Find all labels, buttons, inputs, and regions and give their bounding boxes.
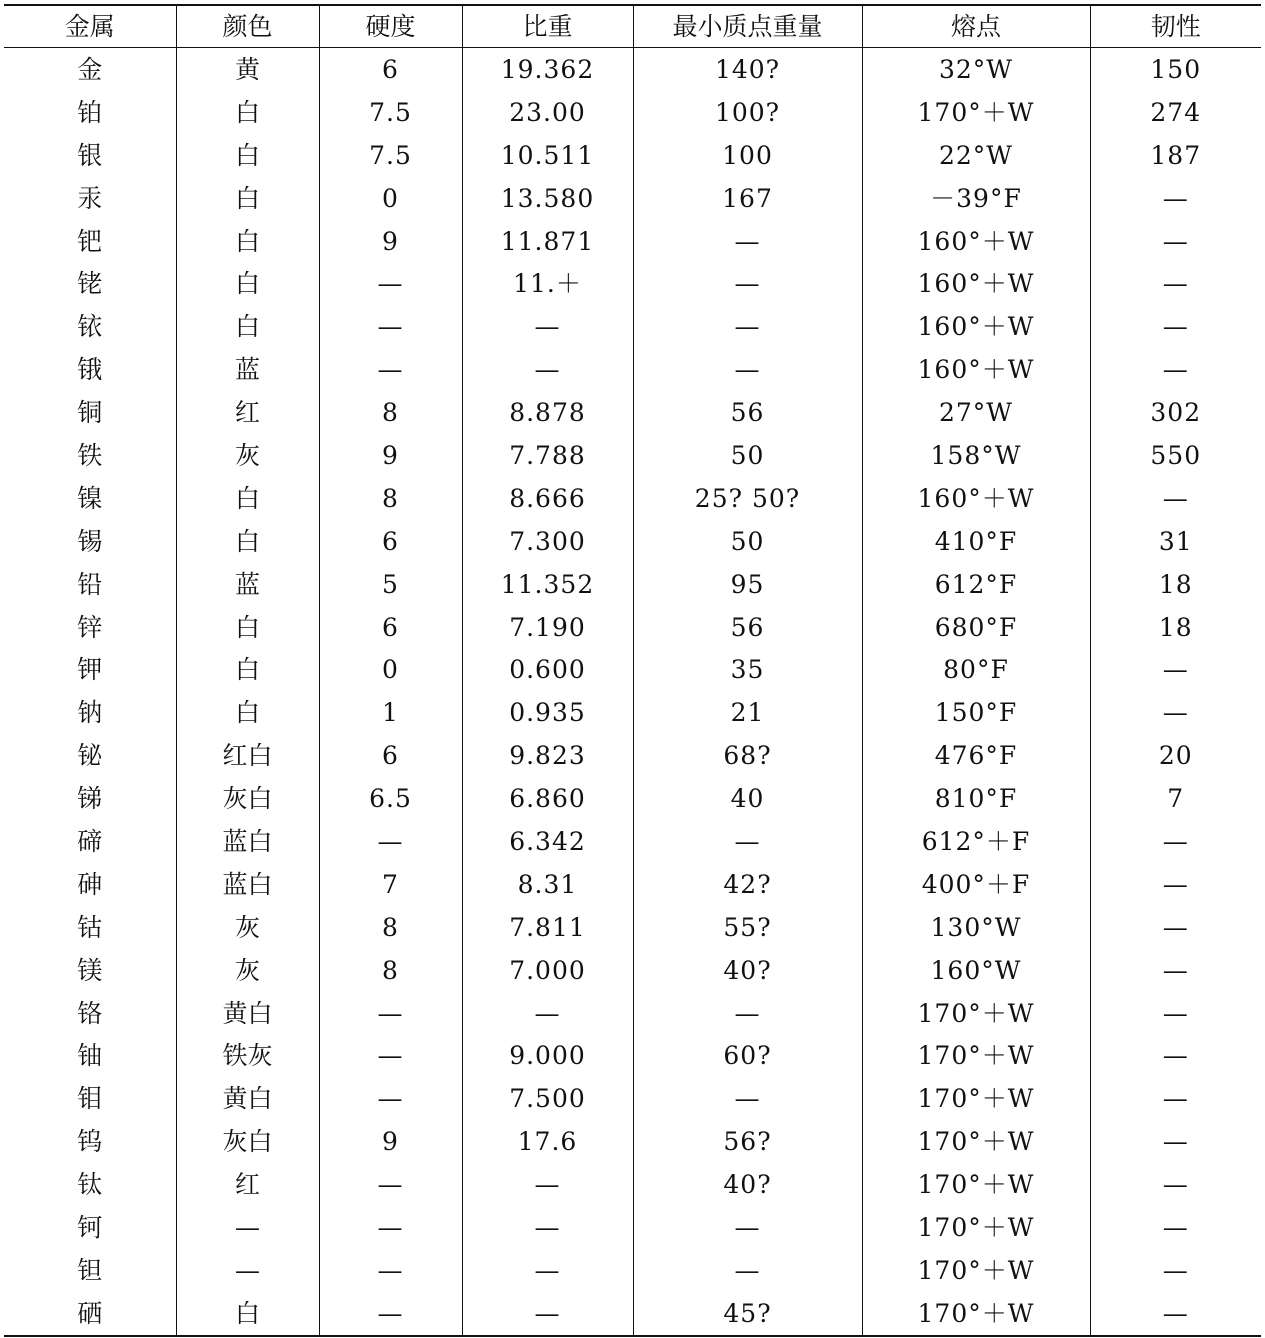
cell-metal: 锇 — [77, 355, 103, 385]
cell-specific-gravity: 6.342 — [462, 820, 633, 863]
cell-melting-point: 170°＋W — [862, 1077, 1090, 1120]
cell-color: 蓝 — [176, 348, 319, 391]
table-row — [4, 777, 1261, 820]
cell-melting-point: 612°＋F — [862, 820, 1090, 863]
table-row — [4, 563, 1261, 606]
cell-hardness: 7.5 — [319, 134, 462, 177]
cell-tenacity: 274 — [1090, 91, 1261, 134]
cell-metal: 砷 — [77, 869, 103, 899]
cell-metal: 钼 — [77, 1084, 103, 1114]
cell-specific-gravity: 7.811 — [462, 906, 633, 949]
cell-color: 白 — [176, 1292, 319, 1336]
cell-metal: 锡 — [77, 526, 103, 556]
cell-tenacity: — — [1090, 992, 1261, 1035]
cell-tenacity: 20 — [1090, 734, 1261, 777]
cell-specific-gravity: 0.600 — [462, 648, 633, 691]
cell-tenacity: — — [1090, 262, 1261, 305]
cell-hardness: 9 — [319, 220, 462, 263]
cell-hardness: 6 — [319, 734, 462, 777]
table-row — [4, 1077, 1261, 1120]
table-row — [4, 1249, 1261, 1292]
cell-color: 白 — [176, 520, 319, 563]
table-row — [4, 262, 1261, 305]
table-row — [4, 820, 1261, 863]
cell-tenacity: — — [1090, 906, 1261, 949]
cell-hardness: 6 — [319, 520, 462, 563]
cell-melting-point: 170°＋W — [862, 1163, 1090, 1206]
cell-specific-gravity: 7.000 — [462, 949, 633, 992]
cell-tenacity: 18 — [1090, 606, 1261, 649]
cell-specific-gravity: — — [462, 1163, 633, 1206]
cell-min-particle-weight: — — [633, 1249, 862, 1292]
cell-min-particle-weight: 60? — [633, 1034, 862, 1077]
cell-melting-point: 170°＋W — [862, 1206, 1090, 1249]
cell-melting-point: 27°W — [862, 391, 1090, 434]
cell-tenacity: 550 — [1090, 434, 1261, 477]
cell-specific-gravity: 17.6 — [462, 1120, 633, 1163]
cell-hardness: — — [319, 820, 462, 863]
cell-tenacity: — — [1090, 1206, 1261, 1249]
cell-tenacity: 187 — [1090, 134, 1261, 177]
cell-min-particle-weight: 100 — [633, 134, 862, 177]
cell-color: 白 — [176, 134, 319, 177]
cell-color: 红白 — [176, 734, 319, 777]
cell-color: 白 — [176, 91, 319, 134]
cell-metal: 锑 — [77, 784, 103, 814]
cell-specific-gravity: 7.190 — [462, 606, 633, 649]
cell-specific-gravity: — — [462, 305, 633, 348]
cell-specific-gravity: — — [462, 1292, 633, 1336]
cell-specific-gravity: 7.788 — [462, 434, 633, 477]
cell-melting-point: 160°＋W — [862, 220, 1090, 263]
cell-hardness: — — [319, 1163, 462, 1206]
table-row — [4, 1206, 1261, 1249]
cell-hardness: 6 — [319, 48, 462, 91]
cell-melting-point: 80°F — [862, 648, 1090, 691]
table-row — [4, 949, 1261, 992]
table-row — [4, 1292, 1261, 1336]
cell-tenacity: — — [1090, 220, 1261, 263]
cell-tenacity: — — [1090, 820, 1261, 863]
cell-color: 白 — [176, 606, 319, 649]
cell-specific-gravity: 7.500 — [462, 1077, 633, 1120]
cell-metal: 钽 — [77, 1255, 103, 1285]
cell-hardness: 5 — [319, 563, 462, 606]
table-row — [4, 648, 1261, 691]
cell-melting-point: 170°＋W — [862, 1034, 1090, 1077]
cell-color: 铁灰 — [176, 1034, 319, 1077]
table-row — [4, 177, 1261, 220]
cell-hardness: 0 — [319, 648, 462, 691]
cell-metal: 锌 — [77, 612, 103, 642]
cell-melting-point: －39°F — [862, 177, 1090, 220]
cell-melting-point: 160°＋W — [862, 305, 1090, 348]
cell-color: 白 — [176, 220, 319, 263]
cell-hardness: 9 — [319, 434, 462, 477]
table-header — [4, 5, 1261, 48]
cell-metal: 铀 — [77, 1041, 103, 1071]
cell-melting-point: 170°＋W — [862, 992, 1090, 1035]
cell-color: 白 — [176, 177, 319, 220]
cell-tenacity: — — [1090, 1292, 1261, 1336]
cell-specific-gravity: 8.878 — [462, 391, 633, 434]
cell-tenacity: — — [1090, 691, 1261, 734]
header-tenacity: 韧性 — [1090, 5, 1261, 48]
cell-metal: 铱 — [77, 312, 103, 342]
cell-specific-gravity: 11.＋ — [462, 262, 633, 305]
cell-min-particle-weight: 50 — [633, 520, 862, 563]
cell-hardness: — — [319, 305, 462, 348]
cell-min-particle-weight: 167 — [633, 177, 862, 220]
cell-min-particle-weight: 25? 50? — [633, 477, 862, 520]
cell-min-particle-weight: 42? — [633, 863, 862, 906]
cell-hardness: 6 — [319, 606, 462, 649]
table-row — [4, 1120, 1261, 1163]
cell-tenacity: 150 — [1090, 48, 1261, 91]
cell-specific-gravity: 19.362 — [462, 48, 633, 91]
cell-min-particle-weight: 21 — [633, 691, 862, 734]
cell-hardness: — — [319, 1292, 462, 1336]
cell-melting-point: 410°F — [862, 520, 1090, 563]
cell-metal: 钛 — [77, 1170, 103, 1200]
cell-hardness: — — [319, 262, 462, 305]
cell-metal: 汞 — [77, 183, 103, 213]
cell-tenacity: — — [1090, 1249, 1261, 1292]
cell-color: — — [176, 1206, 319, 1249]
cell-color: 灰 — [176, 434, 319, 477]
cell-specific-gravity: 0.935 — [462, 691, 633, 734]
table-row — [4, 863, 1261, 906]
table-row — [4, 48, 1261, 91]
header-melting-point: 熔点 — [862, 5, 1090, 48]
table-row — [4, 391, 1261, 434]
table-row — [4, 134, 1261, 177]
table-row — [4, 992, 1261, 1035]
cell-min-particle-weight: 68? — [633, 734, 862, 777]
cell-tenacity: — — [1090, 477, 1261, 520]
cell-min-particle-weight: — — [633, 1206, 862, 1249]
cell-min-particle-weight: 56 — [633, 391, 862, 434]
cell-specific-gravity: — — [462, 348, 633, 391]
cell-metal: 钴 — [77, 912, 103, 942]
cell-metal: 铑 — [77, 269, 103, 299]
cell-specific-gravity: 8.666 — [462, 477, 633, 520]
table-row — [4, 906, 1261, 949]
header-row — [4, 5, 1261, 48]
cell-min-particle-weight: — — [633, 220, 862, 263]
cell-metal: 钨 — [77, 1127, 103, 1157]
cell-color: 白 — [176, 262, 319, 305]
cell-hardness: 8 — [319, 906, 462, 949]
cell-tenacity: 31 — [1090, 520, 1261, 563]
cell-specific-gravity: — — [462, 1206, 633, 1249]
cell-color: — — [176, 1249, 319, 1292]
cell-min-particle-weight: 40? — [633, 949, 862, 992]
cell-tenacity: — — [1090, 1163, 1261, 1206]
table-row — [4, 477, 1261, 520]
cell-specific-gravity: 8.31 — [462, 863, 633, 906]
table-row — [4, 606, 1261, 649]
cell-color: 白 — [176, 691, 319, 734]
cell-color: 灰白 — [176, 777, 319, 820]
cell-hardness: — — [319, 1034, 462, 1077]
cell-melting-point: 612°F — [862, 563, 1090, 606]
cell-melting-point: 130°W — [862, 906, 1090, 949]
table-row — [4, 434, 1261, 477]
table-row — [4, 1034, 1261, 1077]
cell-color: 黄 — [176, 48, 319, 91]
header-min-particle-weight: 最小质点重量 — [633, 5, 862, 48]
cell-metal: 钾 — [77, 655, 103, 685]
table-row — [4, 691, 1261, 734]
cell-hardness: 9 — [319, 1120, 462, 1163]
table-row — [4, 348, 1261, 391]
cell-color: 白 — [176, 477, 319, 520]
cell-tenacity: 302 — [1090, 391, 1261, 434]
cell-metal: 钯 — [77, 226, 103, 256]
cell-melting-point: 170°＋W — [862, 1292, 1090, 1336]
cell-specific-gravity: 11.871 — [462, 220, 633, 263]
cell-metal: 钠 — [77, 698, 103, 728]
cell-color: 灰白 — [176, 1120, 319, 1163]
cell-min-particle-weight: 35 — [633, 648, 862, 691]
table-row — [4, 520, 1261, 563]
header-metal: 金属 — [4, 5, 176, 48]
cell-color: 蓝白 — [176, 863, 319, 906]
cell-hardness: — — [319, 1206, 462, 1249]
cell-color: 蓝白 — [176, 820, 319, 863]
cell-specific-gravity: 9.823 — [462, 734, 633, 777]
metals-properties-table — [4, 4, 1261, 1337]
cell-metal: 碲 — [77, 826, 103, 856]
cell-specific-gravity: 13.580 — [462, 177, 633, 220]
cell-tenacity: — — [1090, 1120, 1261, 1163]
cell-color: 白 — [176, 648, 319, 691]
cell-hardness: 7 — [319, 863, 462, 906]
cell-min-particle-weight: — — [633, 305, 862, 348]
cell-tenacity: — — [1090, 305, 1261, 348]
cell-metal: 硒 — [77, 1298, 103, 1328]
cell-specific-gravity: 11.352 — [462, 563, 633, 606]
header-color: 颜色 — [176, 5, 319, 48]
cell-min-particle-weight: 45? — [633, 1292, 862, 1336]
cell-tenacity: — — [1090, 648, 1261, 691]
cell-hardness: 8 — [319, 477, 462, 520]
cell-melting-point: 476°F — [862, 734, 1090, 777]
cell-melting-point: 160°＋W — [862, 348, 1090, 391]
cell-melting-point: 680°F — [862, 606, 1090, 649]
cell-metal: 铋 — [77, 741, 103, 771]
cell-melting-point: 810°F — [862, 777, 1090, 820]
cell-specific-gravity: 7.300 — [462, 520, 633, 563]
cell-color: 蓝 — [176, 563, 319, 606]
table-row — [4, 91, 1261, 134]
cell-min-particle-weight: 50 — [633, 434, 862, 477]
cell-hardness: — — [319, 1077, 462, 1120]
cell-melting-point: 150°F — [862, 691, 1090, 734]
cell-tenacity: 18 — [1090, 563, 1261, 606]
cell-hardness: 1 — [319, 691, 462, 734]
table-body — [4, 48, 1261, 1336]
cell-metal: 铂 — [77, 97, 103, 127]
header-hardness: 硬度 — [319, 5, 462, 48]
cell-melting-point: 170°＋W — [862, 91, 1090, 134]
cell-hardness: 0 — [319, 177, 462, 220]
table-row — [4, 734, 1261, 777]
cell-tenacity: — — [1090, 1034, 1261, 1077]
cell-specific-gravity: — — [462, 1249, 633, 1292]
cell-color: 灰 — [176, 906, 319, 949]
cell-melting-point: 32°W — [862, 48, 1090, 91]
header-specific-gravity: 比重 — [462, 5, 633, 48]
cell-metal: 铁 — [77, 440, 103, 470]
cell-hardness: 8 — [319, 949, 462, 992]
cell-metal: 银 — [77, 140, 103, 170]
cell-melting-point: 170°＋W — [862, 1120, 1090, 1163]
cell-color: 黄白 — [176, 1077, 319, 1120]
cell-melting-point: 160°＋W — [862, 477, 1090, 520]
cell-hardness: 6.5 — [319, 777, 462, 820]
cell-hardness: — — [319, 992, 462, 1035]
cell-metal: 镍 — [77, 483, 103, 513]
cell-min-particle-weight: 40 — [633, 777, 862, 820]
cell-hardness: 8 — [319, 391, 462, 434]
cell-min-particle-weight: — — [633, 262, 862, 305]
cell-min-particle-weight: — — [633, 992, 862, 1035]
cell-melting-point: 400°＋F — [862, 863, 1090, 906]
cell-min-particle-weight: 95 — [633, 563, 862, 606]
cell-melting-point: 170°＋W — [862, 1249, 1090, 1292]
cell-min-particle-weight: 56? — [633, 1120, 862, 1163]
cell-tenacity: — — [1090, 863, 1261, 906]
cell-specific-gravity: 23.00 — [462, 91, 633, 134]
cell-hardness: — — [319, 1249, 462, 1292]
cell-specific-gravity: 6.860 — [462, 777, 633, 820]
cell-specific-gravity: 10.511 — [462, 134, 633, 177]
cell-min-particle-weight: 40? — [633, 1163, 862, 1206]
cell-melting-point: 22°W — [862, 134, 1090, 177]
cell-tenacity: — — [1090, 177, 1261, 220]
cell-specific-gravity: 9.000 — [462, 1034, 633, 1077]
cell-tenacity: — — [1090, 348, 1261, 391]
cell-min-particle-weight: — — [633, 348, 862, 391]
cell-metal: 金 — [77, 54, 103, 84]
cell-melting-point: 160°W — [862, 949, 1090, 992]
cell-color: 黄白 — [176, 992, 319, 1035]
cell-melting-point: 158°W — [862, 434, 1090, 477]
cell-metal: 铬 — [77, 998, 103, 1028]
cell-metal: 镁 — [77, 955, 103, 985]
cell-min-particle-weight: — — [633, 820, 862, 863]
cell-metal: 钶 — [77, 1212, 103, 1242]
cell-color: 灰 — [176, 949, 319, 992]
table-row — [4, 220, 1261, 263]
cell-hardness: — — [319, 348, 462, 391]
cell-color: 红 — [176, 391, 319, 434]
cell-min-particle-weight: 100? — [633, 91, 862, 134]
cell-min-particle-weight: 140? — [633, 48, 862, 91]
cell-tenacity: 7 — [1090, 777, 1261, 820]
cell-min-particle-weight: 55? — [633, 906, 862, 949]
cell-hardness: 7.5 — [319, 91, 462, 134]
cell-metal: 铅 — [77, 569, 103, 599]
table-row — [4, 305, 1261, 348]
cell-metal: 铜 — [77, 398, 103, 428]
table-row — [4, 1163, 1261, 1206]
cell-tenacity: — — [1090, 949, 1261, 992]
cell-color: 红 — [176, 1163, 319, 1206]
cell-min-particle-weight: 56 — [633, 606, 862, 649]
cell-tenacity: — — [1090, 1077, 1261, 1120]
cell-melting-point: 160°＋W — [862, 262, 1090, 305]
cell-specific-gravity: — — [462, 992, 633, 1035]
cell-color: 白 — [176, 305, 319, 348]
metals-table-container — [4, 4, 1261, 1337]
cell-min-particle-weight: — — [633, 1077, 862, 1120]
